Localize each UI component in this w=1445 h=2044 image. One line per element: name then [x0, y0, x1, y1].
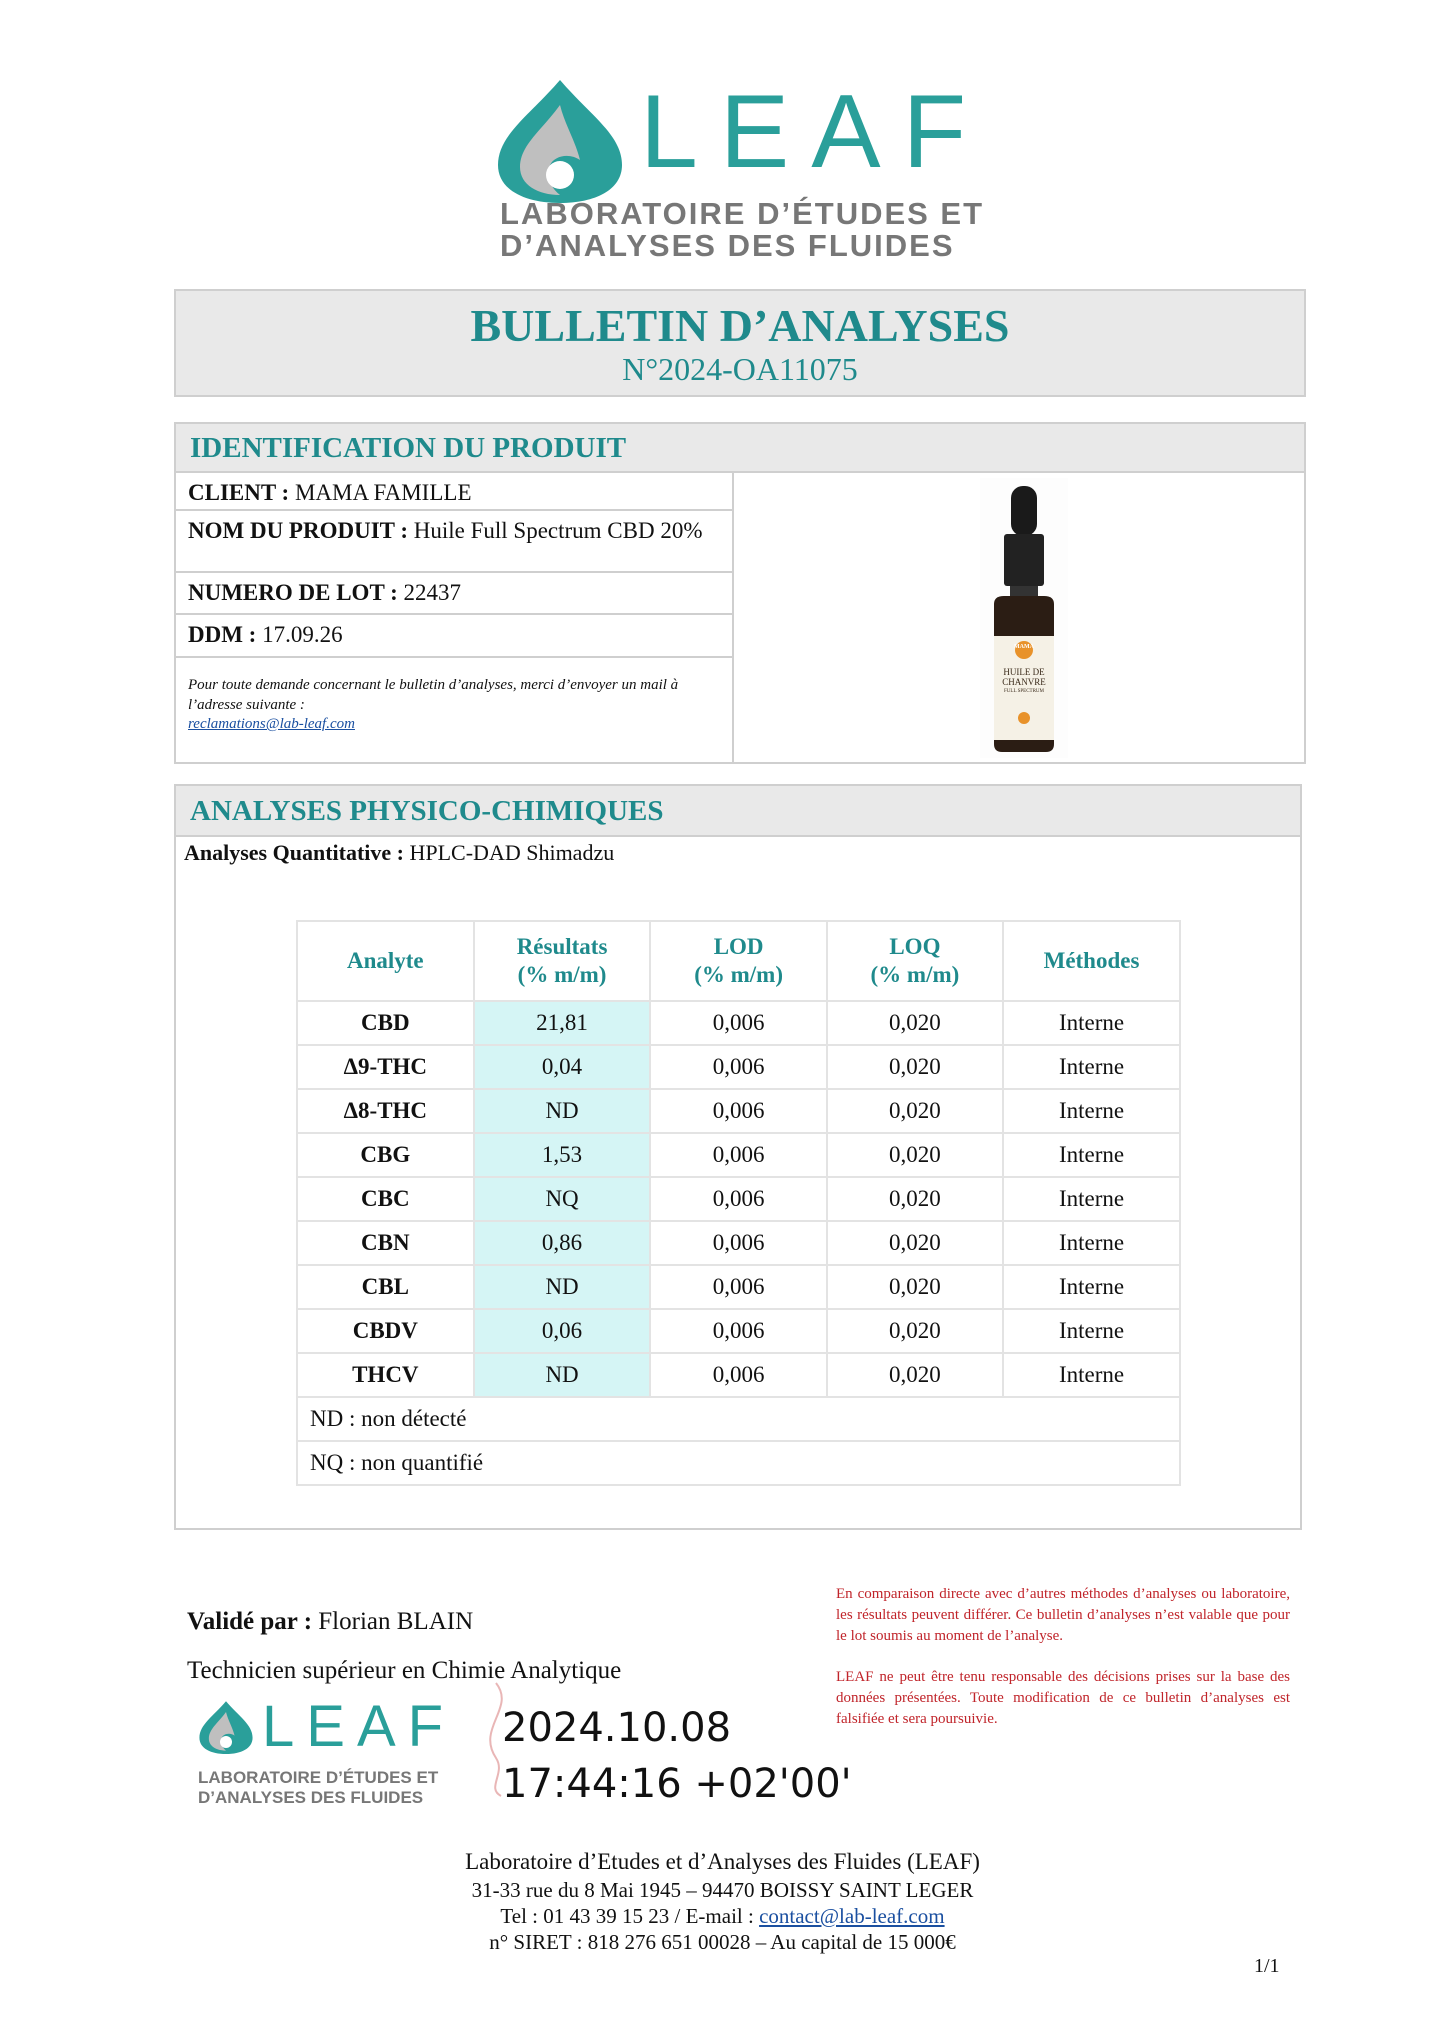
method-cell: Interne — [1003, 1089, 1180, 1133]
lot-label: NUMERO DE LOT : — [188, 580, 398, 605]
analyte-cell: CBD — [297, 1001, 474, 1045]
ddm-row — [176, 615, 732, 658]
bottle-label-1: HUILE DE — [1003, 667, 1045, 677]
stamp-logo-sub-2: D’ANALYSES DES FLUIDES — [198, 1788, 424, 1807]
disclaimer-p1: En comparaison directe avec d’autres méthodes d’analyses ou laboratoire, les résultats peuvent différer. Ce bulletin d’analyses n’est valable que pour le lot soumis au moment de l’analyse. — [836, 1586, 1290, 1644]
bottle-label-2: CHANVRE — [1002, 677, 1046, 687]
client-row — [176, 473, 732, 511]
analyte-cell: CBL — [297, 1265, 474, 1309]
client-label: CLIENT : — [188, 480, 290, 505]
lot-value: 22437 — [403, 580, 462, 605]
lod-cell: 0,006 — [650, 1353, 826, 1397]
note-nd: ND : non détecté — [297, 1397, 1180, 1441]
product-bottle-image — [980, 478, 1068, 758]
contact-note — [176, 658, 732, 735]
method-cell: Interne — [1003, 1353, 1180, 1397]
lod-cell: 0,006 — [650, 1221, 826, 1265]
analyses-heading: ANALYSES PHYSICO-CHIMIQUES — [176, 786, 1300, 837]
method-cell: Interne — [1003, 1265, 1180, 1309]
lod-cell: 0,006 — [650, 1045, 826, 1089]
page-number: 1/1 — [1254, 1955, 1280, 1977]
validation-block — [187, 1598, 621, 1696]
contact-note-text: Pour toute demande concernant le bulletin d’analyses, merci d’envoyer un mail à l’adresse suivante : — [188, 677, 679, 713]
loq-cell: 0,020 — [827, 1309, 1003, 1353]
lod-cell: 0,006 — [650, 1309, 826, 1353]
leaf-drop-icon — [490, 75, 630, 205]
footer-lab-name: Laboratoire d’Etudes et d’Analyses des Fluides (LEAF) — [465, 1849, 980, 1874]
analyte-cell: CBN — [297, 1221, 474, 1265]
validated-by — [187, 1598, 621, 1647]
disclaimer — [836, 1584, 1290, 1730]
method-cell: Interne — [1003, 1045, 1180, 1089]
result-cell: 0,86 — [474, 1221, 651, 1265]
document-number: N°2024-OA11075 — [622, 350, 858, 387]
table-row — [297, 1089, 1180, 1133]
identification-heading: IDENTIFICATION DU PRODUIT — [176, 424, 1304, 473]
signature-date: 2024.10.08 — [502, 1705, 732, 1751]
col-results: Résultats (% m/m) — [474, 921, 651, 1001]
table-row — [297, 1001, 1180, 1045]
result-cell: 0,06 — [474, 1309, 651, 1353]
table-row — [297, 1265, 1180, 1309]
analyte-cell: Δ9-THC — [297, 1045, 474, 1089]
logo-subtitle-2: D’ANALYSES DES FLUIDES — [500, 228, 955, 263]
footer-contact: Tel : 01 43 39 15 23 / E-mail : contact@lab-leaf.com — [500, 1904, 945, 1928]
stamp-logo-word: LEAF — [262, 1694, 456, 1759]
identification-fields — [176, 473, 732, 735]
analyte-cell: CBDV — [297, 1309, 474, 1353]
table-row — [297, 1177, 1180, 1221]
note-row — [297, 1397, 1180, 1441]
ddm-label: DDM : — [188, 622, 257, 647]
col-methods: Méthodes — [1003, 921, 1180, 1001]
validated-by-label: Validé par : — [187, 1608, 313, 1635]
loq-cell: 0,020 — [827, 1353, 1003, 1397]
product-label: NOM DU PRODUIT : — [188, 518, 408, 543]
result-cell: NQ — [474, 1177, 651, 1221]
bottle-icon — [980, 478, 1068, 758]
document-title: BULLETIN D’ANALYSES — [470, 300, 1010, 351]
result-cell: ND — [474, 1353, 651, 1397]
note-nq: NQ : non quantifié — [297, 1441, 1180, 1485]
loq-cell: 0,020 — [827, 1133, 1003, 1177]
lod-cell: 0,006 — [650, 1089, 826, 1133]
method-cell: Interne — [1003, 1221, 1180, 1265]
col-lod: LOD (% m/m) — [650, 921, 826, 1001]
leaf-logo-stamp — [196, 1694, 496, 1828]
validator-role: Technicien supérieur en Chimie Analytique — [187, 1656, 622, 1684]
signature-time: 17:44:16 +02'00' — [502, 1761, 852, 1807]
loq-cell: 0,020 — [827, 1221, 1003, 1265]
loq-cell: 0,020 — [827, 1045, 1003, 1089]
table-row — [297, 1309, 1180, 1353]
method-cell: Interne — [1003, 1001, 1180, 1045]
col-analyte: Analyte — [297, 921, 474, 1001]
table-row — [297, 1353, 1180, 1397]
stamp-logo-sub-1: LABORATOIRE D’ÉTUDES ET — [198, 1768, 439, 1787]
lod-cell: 0,006 — [650, 1265, 826, 1309]
logo-subtitle-1: LABORATOIRE D’ÉTUDES ET — [500, 196, 985, 231]
product-row — [176, 511, 732, 573]
complaints-email-link[interactable]: reclamations@lab-leaf.com — [188, 716, 355, 732]
lod-cell: 0,006 — [650, 1133, 826, 1177]
product-value: Huile Full Spectrum CBD 20% — [413, 518, 703, 543]
logo-word: LEAF — [640, 74, 989, 190]
loq-cell: 0,020 — [827, 1089, 1003, 1133]
col-loq: LOQ (% m/m) — [827, 921, 1003, 1001]
method-label: Analyses Quantitative : — [184, 840, 404, 865]
result-cell: ND — [474, 1089, 651, 1133]
lod-cell: 0,006 — [650, 1001, 826, 1045]
method-line — [184, 840, 614, 866]
loq-cell: 0,020 — [827, 1265, 1003, 1309]
title-box — [174, 289, 1306, 397]
identification-section — [174, 422, 1306, 764]
result-cell: 0,04 — [474, 1045, 651, 1089]
table-header-row — [297, 921, 1180, 1001]
lod-cell: 0,006 — [650, 1177, 826, 1221]
loq-cell: 0,020 — [827, 1177, 1003, 1221]
footer-siret: n° SIRET : 818 276 651 00028 – Au capital de 15 000€ — [489, 1930, 956, 1955]
analyte-cell: THCV — [297, 1353, 474, 1397]
leaf-drop-icon — [196, 1698, 256, 1756]
bottle-brand: MAMA — [1014, 644, 1034, 650]
loq-cell: 0,020 — [827, 1001, 1003, 1045]
signature-timestamp — [502, 1700, 852, 1812]
footer-address: 31-33 rue du 8 Mai 1945 – 94470 BOISSY SAINT LEGER — [471, 1877, 974, 1902]
analyte-cell: Δ8-THC — [297, 1089, 474, 1133]
contact-email-link[interactable]: contact@lab-leaf.com — [759, 1904, 945, 1928]
result-cell: ND — [474, 1265, 651, 1309]
method-cell: Interne — [1003, 1133, 1180, 1177]
results-table — [296, 920, 1181, 1486]
client-value: MAMA FAMILLE — [294, 480, 472, 505]
results-body — [297, 1001, 1180, 1397]
result-cell: 21,81 — [474, 1001, 651, 1045]
footer — [0, 1848, 1445, 1956]
analyses-section — [174, 784, 1302, 1530]
method-cell: Interne — [1003, 1177, 1180, 1221]
leaf-logo-header — [490, 70, 989, 270]
table-row — [297, 1133, 1180, 1177]
bottle-label-3: FULL SPECTRUM — [1004, 689, 1044, 694]
method-value: HPLC-DAD Shimadzu — [409, 840, 615, 865]
result-cell: 1,53 — [474, 1133, 651, 1177]
table-row — [297, 1045, 1180, 1089]
validator-name: Florian BLAIN — [318, 1608, 474, 1635]
table-row — [297, 1221, 1180, 1265]
lot-row — [176, 573, 732, 615]
method-cell: Interne — [1003, 1309, 1180, 1353]
column-divider — [732, 473, 734, 762]
disclaimer-p2: LEAF ne peut être tenu responsable des décisions prises sur la base des données présentées. Toute modification de ce bulletin d’analyses est falsifiée et sera poursuivie. — [836, 1669, 1290, 1727]
ddm-value: 17.09.26 — [262, 622, 343, 647]
analyte-cell: CBC — [297, 1177, 474, 1221]
note-row — [297, 1441, 1180, 1485]
analyte-cell: CBG — [297, 1133, 474, 1177]
